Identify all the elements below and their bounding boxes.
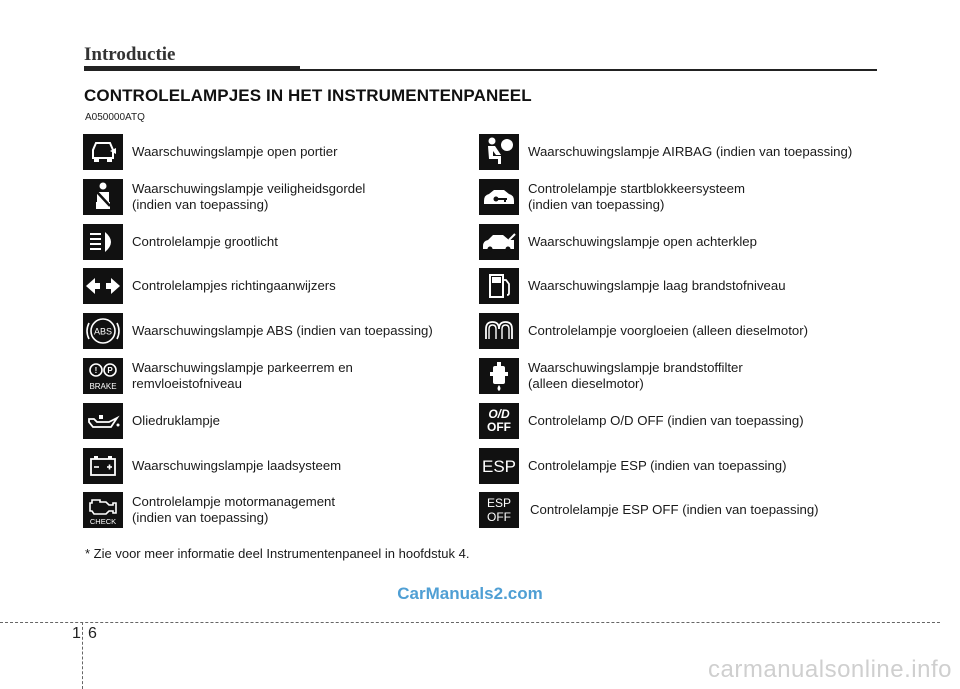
chapter-number: 1: [72, 625, 81, 642]
list-item: [83, 224, 278, 260]
list-item: [83, 492, 335, 528]
glow-plug-icon: [479, 313, 519, 349]
list-item: [479, 358, 743, 394]
item-label: (indien van toepassing): [132, 197, 269, 212]
parking-brake-icon: [83, 358, 123, 394]
item-label: (alleen dieselmotor): [528, 376, 644, 391]
item-label: Waarschuwingslampje open achterklep: [528, 234, 757, 249]
esp-icon-label: ESP: [481, 456, 517, 476]
esp-icon: [479, 448, 519, 484]
item-label: remvloeistofniveau: [132, 376, 242, 391]
list-item: [479, 224, 757, 260]
item-label: Controlelampje startblokkeersysteem: [528, 181, 745, 196]
footer-vertical-divider: [82, 622, 83, 689]
reference-code: A050000ATQ: [85, 112, 145, 123]
abs-icon-label: ABS: [93, 326, 113, 337]
open-trunk-icon: [479, 224, 519, 260]
check-engine-icon: [83, 492, 123, 528]
list-item: [479, 313, 808, 349]
footer-site: carmanualsonline.info: [708, 656, 952, 683]
item-label: Waarschuwingslampje laag brandstofniveau: [528, 278, 786, 293]
low-fuel-icon: [479, 268, 519, 304]
svg-text:P: P: [107, 366, 113, 375]
svg-text:!: !: [94, 366, 98, 375]
item-label: (indien van toepassing): [528, 197, 665, 212]
list-item: [83, 448, 341, 484]
od-icon-label: O/D: [488, 407, 510, 421]
list-item: [83, 403, 220, 439]
esp-off-icon-label-2: OFF: [486, 510, 511, 524]
watermark: CarManuals2.com: [397, 584, 543, 603]
footnote: * Zie voor meer informatie deel Instrumentenpaneel in hoofdstuk 4.: [85, 546, 470, 561]
airbag-icon: [479, 134, 519, 170]
item-label: (indien van toepassing): [132, 510, 269, 525]
list-item: [479, 403, 804, 439]
item-label: Controlelampje voorgloeien (alleen dieselmotor): [528, 323, 809, 338]
item-label: Waarschuwingslampje AIRBAG (indien van toepassing): [528, 144, 853, 159]
list-item: [83, 134, 337, 170]
footer-divider: [0, 622, 940, 623]
list-item: [83, 268, 336, 304]
item-label: Waarschuwingslampje ABS (indien van toepassing): [132, 323, 433, 338]
item-label: Oliedruklampje: [132, 413, 220, 428]
open-door-icon: [83, 134, 123, 170]
oil-pressure-icon: [83, 403, 123, 439]
item-label: Controlelampje ESP (indien van toepassing): [528, 458, 787, 473]
list-item: [479, 179, 745, 215]
item-label: Controlelampje ESP OFF (indien van toepassing): [530, 502, 819, 517]
immobilizer-icon: [479, 179, 519, 215]
esp-off-icon-label-1: ESP: [486, 496, 511, 510]
list-item: [479, 448, 787, 484]
item-label: Controlelamp O/D OFF (indien van toepassing): [528, 413, 804, 428]
seat-belt-icon: [83, 179, 123, 215]
header-rule-thick: [84, 66, 300, 71]
list-item: [83, 179, 365, 215]
list-item: [479, 268, 786, 304]
section-title: Introductie: [84, 44, 176, 65]
high-beam-icon: [83, 224, 123, 260]
abs-icon: [83, 313, 123, 349]
item-label: Controlelampje grootlicht: [132, 234, 278, 249]
list-item: [479, 134, 852, 170]
item-label: Controlelampje motormanagement: [132, 494, 336, 509]
turn-signal-icon: [83, 268, 123, 304]
item-label: Waarschuwingslampje brandstoffilter: [528, 360, 743, 375]
brake-icon-label: BRAKE: [89, 382, 117, 391]
header-rule-thin: [300, 69, 877, 71]
off-icon-label: OFF: [487, 420, 511, 434]
item-label: Controlelampjes richtingaanwijzers: [132, 278, 336, 293]
battery-icon: [83, 448, 123, 484]
fuel-filter-icon: [479, 358, 519, 394]
item-label: Waarschuwingslampje veiligheidsgordel: [132, 181, 366, 196]
item-label: Waarschuwingslampje parkeerrem en: [132, 360, 353, 375]
list-item: [83, 313, 433, 349]
od-off-icon: [479, 403, 519, 439]
item-label: Waarschuwingslampje laadsysteem: [132, 458, 342, 473]
page-title: CONTROLELAMPJES IN HET INSTRUMENTENPANEEL: [84, 86, 532, 105]
esp-off-icon: [479, 492, 519, 528]
item-label: Waarschuwingslampje open portier: [132, 144, 338, 159]
check-icon-label: CHECK: [89, 517, 117, 526]
page-number: 6: [88, 625, 97, 642]
list-item: [83, 358, 353, 394]
list-item: [479, 492, 819, 528]
